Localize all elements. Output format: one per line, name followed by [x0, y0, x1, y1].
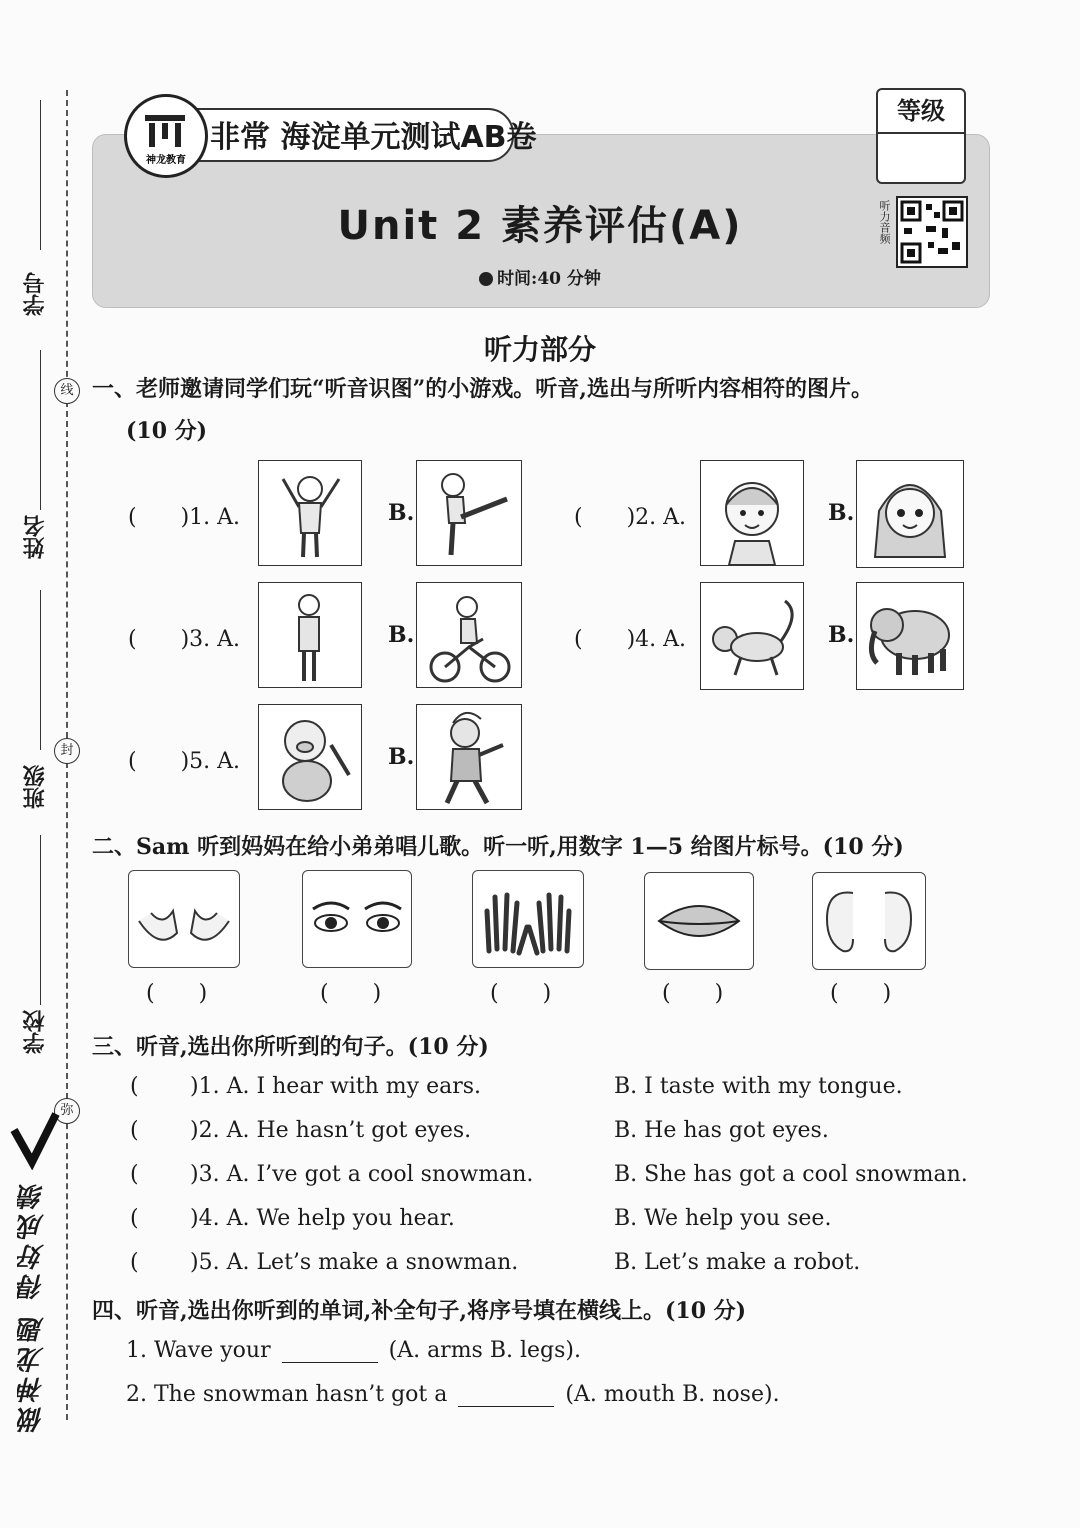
s4-item-1: [126, 1338, 581, 1363]
name-blank: [40, 350, 41, 510]
s1-item-4: ( )4. A.: [574, 627, 687, 652]
s3-paren-3[interactable]: (: [130, 1162, 139, 1187]
image-mouth[interactable]: [644, 872, 754, 970]
logo: [124, 94, 208, 178]
s2-answer-2[interactable]: ( ): [320, 981, 382, 1006]
image-girl-waving[interactable]: [258, 460, 362, 566]
seal-mark-close: 弥: [54, 1098, 80, 1124]
s3-item-3-b: B. She has got a cool snowman.: [614, 1162, 968, 1187]
s1-item-1-b: B.: [388, 500, 415, 526]
image-girl-cycling[interactable]: [416, 582, 522, 688]
grade-label: 等级: [878, 90, 964, 134]
s1-item-5: ( )5. A.: [128, 749, 241, 774]
section-heading: 听力部分: [483, 333, 596, 366]
s3-item-1-a: )1. A. I hear with my ears.: [190, 1074, 482, 1099]
s3-paren-1[interactable]: (: [130, 1074, 139, 1099]
image-eyes[interactable]: [302, 870, 412, 968]
check-mark-icon: [10, 1110, 60, 1170]
image-elephant[interactable]: [856, 582, 964, 690]
image-monkey-king[interactable]: [416, 704, 522, 810]
s4-title: 四、听音,选出你听到的单词,补全句子,将序号填在横线上。(10 分): [92, 1298, 747, 1324]
image-ears[interactable]: [812, 872, 926, 970]
s4-item-2-text: 2. The snowman hasn’t got a: [126, 1382, 448, 1407]
s3-item-3-a: )3. A. I’ve got a cool snowman.: [190, 1162, 534, 1187]
image-boy-kicking[interactable]: [416, 460, 522, 566]
s3-item-1-b: B. I taste with my tongue.: [614, 1074, 903, 1099]
slogan: 做神龙题 得好成绩: [18, 1180, 48, 1434]
image-monkey[interactable]: [700, 582, 804, 690]
class-blank: [40, 590, 41, 750]
image-girl-standing[interactable]: [258, 582, 362, 688]
s3-item-4-a: )4. A. We help you hear.: [190, 1206, 455, 1231]
s1-item-2: ( )2. A.: [574, 505, 687, 530]
s4-item-1-options: (A. arms B. legs).: [388, 1338, 582, 1363]
s3-paren-2[interactable]: (: [130, 1118, 139, 1143]
clock-icon: [479, 272, 493, 286]
s3-item-2-b: B. He has got eyes.: [614, 1118, 829, 1143]
gate-logo-icon: [127, 97, 205, 175]
school-blank: [40, 835, 41, 1005]
brand-name: 非常 海淀单元测试AB卷: [210, 120, 537, 155]
seal-mark-seal: 封: [54, 738, 80, 764]
s1-item-2-b: B.: [828, 500, 855, 526]
s3-item-5-b: B. Let’s make a robot.: [614, 1250, 861, 1275]
s1-item-3-b: B.: [388, 622, 415, 648]
s2-answer-3[interactable]: ( ): [490, 981, 552, 1006]
school-label: 学校: [23, 1010, 48, 1054]
image-arms[interactable]: [128, 870, 240, 968]
s3-item-2-a: )2. A. He hasn’t got eyes.: [190, 1118, 472, 1143]
image-hands[interactable]: [472, 870, 584, 968]
qr-code-icon[interactable]: [896, 196, 968, 268]
s4-item-2: [126, 1382, 780, 1407]
s1-title: 一、老师邀请同学们玩“听音识图”的小游戏。听音,选出与所听内容相符的图片。: [92, 376, 873, 402]
seal-mark-line: 线: [54, 378, 80, 404]
s2-answer-4[interactable]: ( ): [662, 981, 724, 1006]
image-pig-character[interactable]: [258, 704, 362, 810]
class-label: 班级: [23, 765, 48, 809]
s2-answer-5[interactable]: ( ): [830, 981, 892, 1006]
s2-title: 二、Sam 听到妈妈在给小弟弟唱儿歌。听一听,用数字 1—5 给图片标号。(10 分): [92, 834, 904, 860]
grade-box: [876, 88, 966, 184]
s3-item-4-b: B. We help you see.: [614, 1206, 832, 1231]
s4-answer-blank-1[interactable]: [282, 1342, 378, 1363]
logo-text: 神龙教育: [146, 155, 186, 166]
student-id-label: 学号: [23, 272, 48, 316]
s4-item-2-options: (A. mouth B. nose).: [565, 1382, 780, 1407]
s1-item-1: ( )1. A.: [128, 505, 241, 530]
s1-item-4-b: B.: [828, 622, 855, 648]
s4-item-1-text: 1. Wave your: [126, 1338, 271, 1363]
page-title: Unit 2 素养评估(A): [337, 203, 743, 249]
name-label: 姓名: [23, 515, 48, 559]
s1-item-3: ( )3. A.: [128, 627, 241, 652]
s4-answer-blank-2[interactable]: [458, 1386, 554, 1407]
s3-item-5-a: )5. A. Let’s make a snowman.: [190, 1250, 519, 1275]
s3-paren-5[interactable]: (: [130, 1250, 139, 1275]
s1-item-5-b: B.: [388, 744, 415, 770]
qr-label: 听力音频: [878, 200, 891, 244]
image-short-hair-girl[interactable]: [700, 460, 804, 566]
image-long-hair-girl[interactable]: [856, 460, 964, 568]
s1-score: (10 分): [126, 418, 208, 444]
s2-answer-1[interactable]: ( ): [146, 981, 208, 1006]
s3-paren-4[interactable]: (: [130, 1206, 139, 1231]
s3-title: 三、听音,选出你所听到的句子。(10 分): [92, 1034, 489, 1060]
time-text: 时间:40 分钟: [497, 269, 601, 289]
